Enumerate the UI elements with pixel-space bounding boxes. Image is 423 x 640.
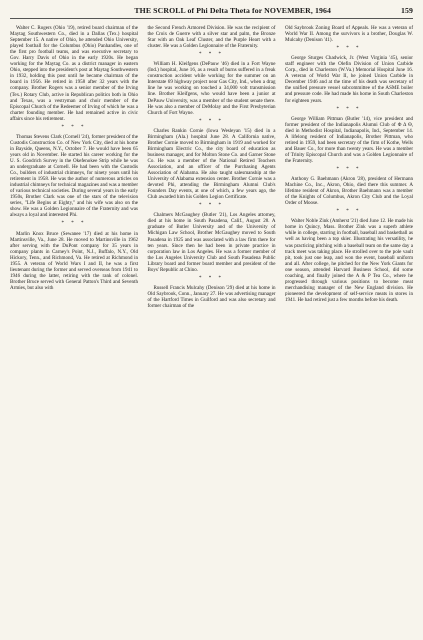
section-separator: * * *	[199, 275, 224, 281]
obituary-clark: Thomas Stevens Clark (Cornell '24), former president of the Custodis Construction Co. of New York City, died at his home in Bayside, Queens, N.Y., October 7. He would have been 65 years old in November. He started his career working for the U. S. Goodrich Survey in the Okefenokee Strip while he was an undergraduate at Cornell. He had been with the Custodis Co., builders of industrial chimneys, for ninety years until his retirement in 1958. He was the author of numerous articles on industrial chimneys for technical magazines and was a member of various technical societies. During several years in the early 1950s, Brother Clark was one of the stars of the television series, "Life Begins at Eighty," and his wife was also on the show. He was a Golden Legionnaire of the Fraternity and was always a loyal and interested Phi.	[10, 133, 138, 219]
obituary-bruce-continued: the Second French Armored Division. He was the recipient of the Croix de Guerre with a silver star and palm, the Bronze Star with an Oak Leaf Cluster, and the Purple Heart with a cluster. He was a Golden Legionnaire of the Fraternity.	[147, 25, 276, 50]
running-title: THE SCROLL of Phi Delta Theta for NOVEMBER, 1964	[134, 6, 331, 15]
page-header	[10, 6, 413, 19]
section-separator: * * *	[199, 203, 224, 209]
obituary-kleifgens: William H. Kleifgens (DePauw '46) died in a Fort Wayne (Ind.) hospital, June 16, as a result of burns suffered in a freak construction accident while working for the summer on an Interstate 69 highway project near Gas City, Ind., when a drag line he was working on touched a 34,000 volt transmission line. Brother Kleifgens, who would have been a junior at DePauw University, was a member of the student senate there. He was also a member of DeMolay and the First Presbyterian Church of Fort Wayne.	[147, 61, 276, 116]
obituary-bruce: Marlin Knox Bruce (Sewanee '17) died at his home in Martinsville, Va., June 28. He moved to Martinsville in 1962 after serving with the DuPont company for 35 years in company plants in Carney's Point, N.J., Buffalo, N.Y., Old Hickory, Tenn., and Richmond, Va. He retired at Richmond in 1955. A veteran of World Wars I and II, he was a first lieutenant during the former and served overseas from 1941 to 1946 during the latter, retiring with the rank of colonel. Brother Bruce served with General Patton's Third and Seventh Armies, but also with	[10, 230, 138, 291]
column-right	[285, 25, 413, 309]
obituary-chadwick: George Sturges Chadwick, Jr. (West Virginia '45), senior staff engineer with the Olefin Division of Union Carbide Corp., died in Charleston (W.Va.) Memorial Hospital June 16. A veteran of World War II, he joined Union Carbide in December 1946 and at the time of his death was secretary of the unified pressure vessel subcommittee of the ASME boiler and pressure code. He had made his home in South Charleston for eighteen years.	[285, 55, 413, 104]
section-separator: * * *	[61, 124, 87, 130]
section-separator: * * *	[336, 46, 362, 52]
obituary-pittman: George William Pittman (Butler '14), vice president and former president of the Indianapolis Alumni Club of Φ Δ Θ, died in Methodist Hospital, Indianapolis, Ind., September 14. A lifelong resident of Indianapolis, Brother Pittman, who retired in 1959, had been secretary of the firm of Kothe, Wells and Bauer Co., for more than twenty years. He was a member of Trinity Episcopal Church and was a Golden Legionnaire of the Fraternity.	[285, 115, 413, 164]
obituary-baehmann: Anthony G. Baehmann (Akron '28), president of Hermann Machine Co., Inc., Akron, Ohio, died there this summer. A lifetime resident of Akron, Brother Baehmann was a member of the Knights of Columbus, Akron City Club and the Loyal Order of Moose.	[285, 176, 413, 207]
obituary-mulcahy: Russell Francis Mulcahy (Denison '29) died at his home in Old Saybrook, Conn., January 27. He was advertising manager of the Hartford Times in Guilford and was also secretary and former chairman of the	[147, 284, 276, 309]
obituary-mcgaughey: Chalmers McGaughey (Butler '21), Los Angeles attorney, died at his home in South Pasadena, Calif., August 28. A graduate of Butler University and of the University of Michigan Law School, Brother McGaughey moved to South Pasadena in 1925 and was associated with a law firm there for ten years. Since then he had been in private practice in corporation law in Los Angeles. He was a former member of the Los Angeles University Club and South Pasadena Public Library board and former board member and president of the Boys' Republic at Chino.	[147, 212, 276, 273]
obituary-mulcahy-continued: Old Saybrook Zoning Board of Appeals. He was a veteran of World War II. Among the survivors is a brother, Douglas W. Mulcahy (Denison '41).	[285, 25, 413, 44]
section-separator: * * *	[199, 52, 224, 58]
obituary-zink: Walter Noble Zink (Amherst '21) died June 12. He made his home in Quincy, Mass. Brother Zink was a superb athlete while in college, starring in football, baseball and basketball as well as having been a top skier. Illustrating his versatility, he was practicing pitching with a baseball team on the same day a track meet was taking place. He strolled over to the pole vault pit, took just one leap, and won the event, baseball uniform and all. After college, he pitched for the New York Giants for one season, attended Harvard Business School, did some coaching, and finally joined the A & P Tea Co., where he progressed through various positions to become meat merchandising manager of the New England division. He pioneered the development of self-service meats in stores in 1941. He had retired just a few months before his death.	[285, 218, 413, 303]
section-separator: * * *	[199, 118, 224, 124]
section-separator: * * *	[336, 209, 362, 215]
column-middle	[148, 25, 276, 309]
column-left	[10, 25, 138, 309]
page-number: 159	[401, 6, 413, 15]
obituary-rogers: Walter C. Rogers (Ohio '19), retired board chairman of the Maytag Southwestern Co., died in a Dallas (Tex.) hospital September 15. A native of Ohio, he attended Ohio University, played football for the Columbus (Ohio) Panhandles, one of the first pro football teams, and was executive secretary to Gov. Harry Davis of Ohio in the early 1920s. He began working for the Maytag Co. as a district manager in eastern Ohio, stepped into the president's post at Maytag Southwestern in 1932, holding this post until he became chairman of the board in 1956. He retired in 1958 after 32 years with the company. Brother Rogers was a senior member of the Irving (Tex.) Rotary Club, active in Republican politics both in Ohio and Texas, was a vestryman and choir member of the Episcopal Church of the Redeemer of Irving of which he was a charter founding member. He had remained active in civic affairs since his retirement.	[10, 25, 138, 122]
section-separator: * * *	[61, 221, 87, 227]
article-columns	[10, 25, 413, 309]
section-separator: * * *	[336, 166, 362, 172]
section-separator: * * *	[336, 106, 362, 112]
obituary-cornie: Charles Rankin Cornie (Iowa Wesleyan '15) died in a Birmingham (Ala.) hospital June 28. A California native, Brother Cornie moved to Birmingham in 1919 and worked for Birmingham Electric Co., the city board of education as business manager, and for Molton Stone Co. and Garner Stone Co. He was a member of the National Retired Teachers Association, and an officer of the Purchasing Agents Association of Alabama. He also taught salesmanship at the University of Alabama extension center. Brother Cornie was a devoted Phi, attending the Birmingham Alumni Club's Founders Day events, at one of which, a few years ago, the Club awarded him his Golden Legion Certificate.	[147, 127, 276, 201]
